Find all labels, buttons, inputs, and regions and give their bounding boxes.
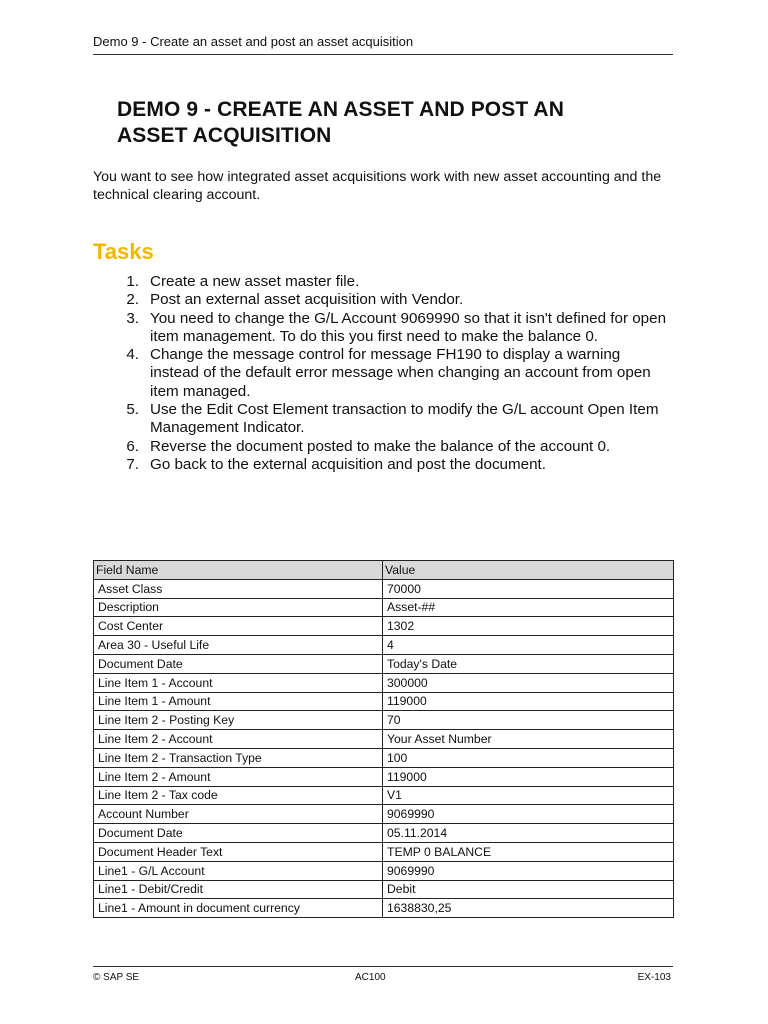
value-cell: 9069990	[383, 861, 674, 880]
value-cell: Today's Date	[383, 654, 674, 673]
task-item	[93, 346, 673, 401]
field-name-cell: Line1 - G/L Account	[94, 861, 383, 880]
page-footer	[93, 966, 673, 983]
field-name-cell: Account Number	[94, 805, 383, 824]
task-text: You need to change the G/L Account 9069990 so that it isn't defined for open item management. To do this you first need to make the balance 0.	[150, 309, 667, 345]
value-cell: 300000	[383, 673, 674, 692]
page-title-line-1: DEMO 9 - CREATE AN ASSET AND POST AN	[117, 98, 564, 121]
table-row	[94, 654, 674, 673]
task-number: 6.	[126, 437, 139, 455]
value-cell: 05.11.2014	[383, 824, 674, 843]
table-row	[94, 786, 674, 805]
value-cell: Your Asset Number	[383, 730, 674, 749]
table-header-row	[94, 561, 674, 580]
field-name-cell: Document Date	[94, 654, 383, 673]
table-row	[94, 598, 674, 617]
value-cell: 1638830,25	[383, 899, 674, 918]
table-row	[94, 824, 674, 843]
task-list	[93, 273, 673, 474]
value-cell: 70	[383, 711, 674, 730]
table-row	[94, 842, 674, 861]
field-name-cell: Document Date	[94, 824, 383, 843]
field-name-cell: Line Item 1 - Amount	[94, 692, 383, 711]
task-number: 4.	[126, 346, 139, 364]
page-title-line-2: ASSET ACQUISITION	[117, 124, 332, 147]
value-cell: TEMP 0 BALANCE	[383, 842, 674, 861]
task-item	[93, 291, 673, 309]
value-cell: 100	[383, 748, 674, 767]
value-cell: 4	[383, 636, 674, 655]
task-text: Change the message control for message FH190 to display a warning instead of the default error message when changing an account from open item managed.	[150, 346, 651, 400]
field-name-cell: Line Item 2 - Posting Key	[94, 711, 383, 730]
table-row	[94, 711, 674, 730]
value-cell: 119000	[383, 692, 674, 711]
column-header-value: Value	[383, 561, 674, 580]
field-name-cell: Asset Class	[94, 579, 383, 598]
task-text: Use the Edit Cost Element transaction to modify the G/L account Open Item Management Indicator.	[150, 401, 659, 437]
field-name-cell: Line1 - Amount in document currency	[94, 899, 383, 918]
task-item	[93, 456, 673, 474]
field-name-cell: Line1 - Debit/Credit	[94, 880, 383, 899]
table-row	[94, 805, 674, 824]
running-header	[93, 34, 673, 55]
table-body	[94, 579, 674, 917]
task-item	[93, 438, 673, 456]
table-row	[94, 636, 674, 655]
value-cell: 1302	[383, 617, 674, 636]
task-number: 7.	[126, 455, 139, 473]
value-cell: 119000	[383, 767, 674, 786]
task-number: 5.	[126, 401, 139, 419]
task-text: Create a new asset master file.	[150, 273, 360, 290]
running-title: Demo 9 - Create an asset and post an asset acquisition	[93, 34, 414, 49]
task-number: 3.	[126, 309, 139, 327]
intro-paragraph: You want to see how integrated asset acquisitions work with new asset accounting and the technical clearing account.	[93, 169, 662, 203]
table-row	[94, 767, 674, 786]
value-cell: Asset-##	[383, 598, 674, 617]
page-title	[117, 97, 657, 149]
value-cell: V1	[383, 786, 674, 805]
field-value-table	[93, 560, 674, 918]
task-item	[93, 310, 673, 347]
value-cell: Debit	[383, 880, 674, 899]
field-name-cell: Line Item 2 - Tax code	[94, 786, 383, 805]
field-name-cell: Document Header Text	[94, 842, 383, 861]
field-name-cell: Cost Center	[94, 617, 383, 636]
task-item	[93, 273, 673, 291]
value-cell: 70000	[383, 579, 674, 598]
table-row	[94, 673, 674, 692]
table-row	[94, 579, 674, 598]
table-row	[94, 861, 674, 880]
field-name-cell: Line Item 2 - Account	[94, 730, 383, 749]
field-name-cell: Area 30 - Useful Life	[94, 636, 383, 655]
table-row	[94, 692, 674, 711]
task-text: Post an external asset acquisition with Vendor.	[150, 291, 464, 309]
task-number: 2.	[126, 291, 139, 309]
field-name-cell: Line Item 1 - Account	[94, 673, 383, 692]
table-row	[94, 748, 674, 767]
footer-copyright: © SAP SE	[93, 972, 140, 983]
field-name-cell: Line Item 2 - Transaction Type	[94, 748, 383, 767]
value-cell: 9069990	[383, 805, 674, 824]
field-name-cell: Description	[94, 598, 383, 617]
task-text: Go back to the external acquisition and post the document.	[150, 455, 546, 473]
task-number: 1.	[126, 273, 139, 290]
table-row	[94, 899, 674, 918]
field-name-cell: Line Item 2 - Amount	[94, 767, 383, 786]
table-row	[94, 617, 674, 636]
table-row	[94, 880, 674, 899]
footer-course-code: AC100	[355, 972, 386, 983]
tasks-heading: Tasks	[93, 239, 154, 264]
column-header-field-name: Field Name	[94, 561, 383, 580]
table-row	[94, 730, 674, 749]
task-text: Reverse the document posted to make the balance of the account 0.	[150, 437, 611, 455]
footer-page-number: EX-103	[637, 972, 671, 983]
task-item	[93, 401, 673, 438]
